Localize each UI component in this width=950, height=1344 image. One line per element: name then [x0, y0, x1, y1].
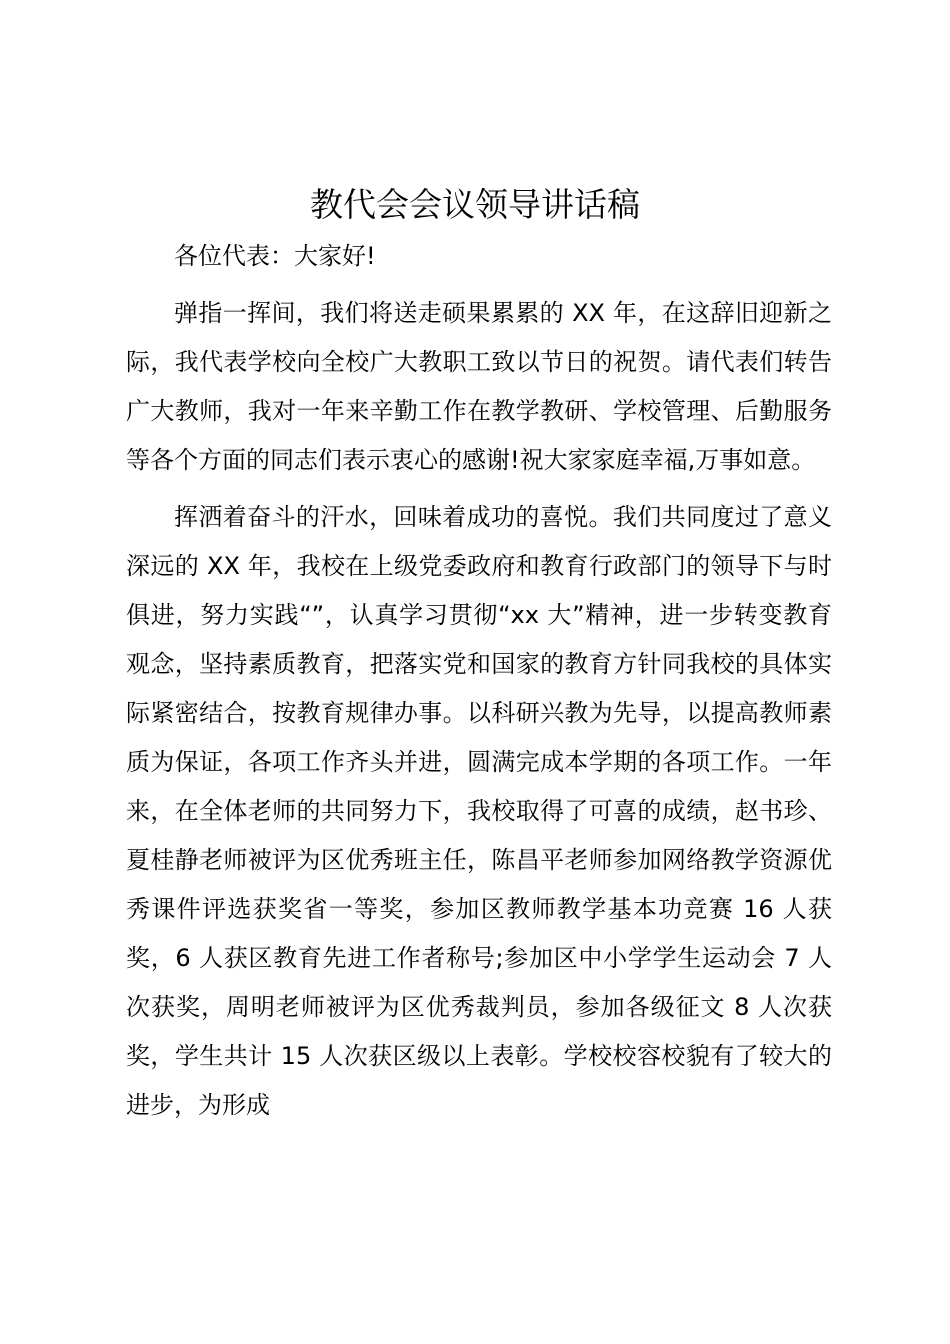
- document-title: 教代会会议领导讲话稿: [310, 185, 640, 224]
- salutation: 各位代表：大家好!: [174, 242, 376, 270]
- paragraph-2: 挥洒着奋斗的汗水，回味着成功的喜悦。我们共同度过了意义深远的 XX 年，我校在上级党委政府和教育行政部门的领导下与时俱进，努力实践“”，认真学习贯彻“xx 大”精神，进一步转变教育观念，坚持素质教育，把落实党和国家的教育方针同我校的具体实际紧密结合，按教育规律办事。以科研兴教为先导，以提高教师素质为保证，各项工作齐头并进，圆满完成本学期的各项工作。一年来，在全体老师的共同努力下，我校取得了可喜的成绩，赵书珍、夏桂静老师被评为区优秀班主任，陈昌平老师参加网络教学资源优秀课件评选获奖省一等奖，参加区教师教学基本功竞赛 16 人获奖，6 人获区教育先进工作者称号;参加区中小学学生运动会 7 人次获奖，周明老师被评为区优秀裁判员，参加各级征文 8 人次获奖，学生共计 15 人次获区级以上表彰。学校校容校貌有了较大的进步，为形成: [126, 503, 832, 1119]
- paragraph-1: 弹指一挥间，我们将送走硕果累累的 XX 年，在这辞旧迎新之际，我代表学校向全校广大教职工致以节日的祝贺。请代表们转告广大教师，我对一年来辛勤工作在教学教研、学校管理、后勤服务等各个方面的同志们表示衷心的感谢!祝大家家庭幸福,万事如意。: [126, 299, 832, 474]
- document-body: [126, 232, 832, 1130]
